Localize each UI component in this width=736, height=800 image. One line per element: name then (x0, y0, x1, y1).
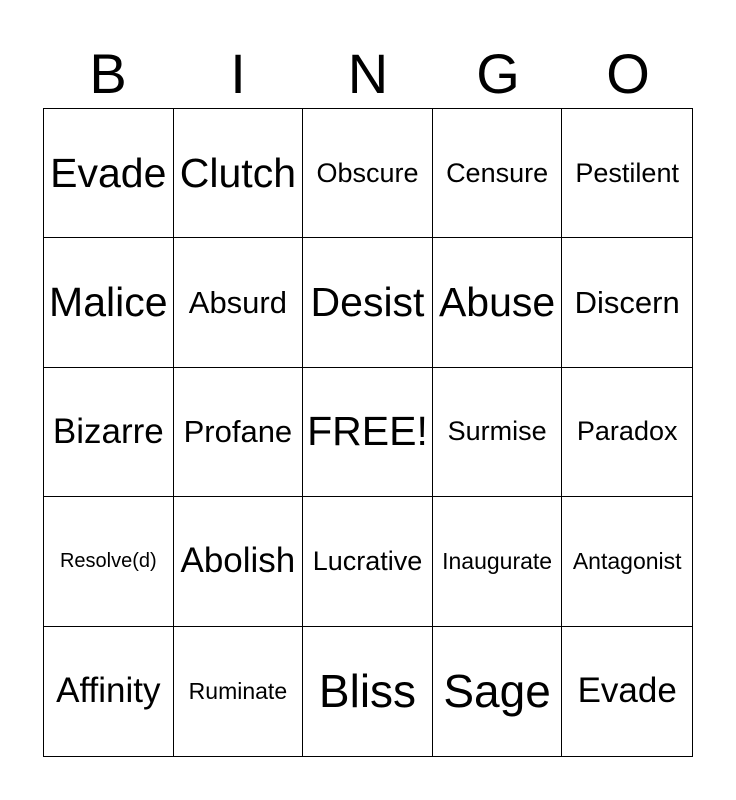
bingo-cell[interactable]: Sage (433, 627, 563, 756)
bingo-cell[interactable]: Bliss (303, 627, 433, 756)
header-letter-n: N (347, 42, 389, 105)
bingo-cell[interactable]: Lucrative (303, 497, 433, 626)
bingo-cell[interactable]: Inaugurate (433, 497, 563, 626)
bingo-cell[interactable]: Surmise (433, 368, 563, 497)
bingo-cell[interactable]: Resolve(d) (44, 497, 174, 626)
bingo-cell[interactable]: Profane (174, 368, 304, 497)
header-letter-i: I (230, 42, 246, 105)
bingo-cell[interactable]: Evade (577, 671, 677, 711)
bingo-cell[interactable]: Pestilent (562, 109, 692, 238)
free-space-cell[interactable]: FREE! (303, 368, 433, 497)
bingo-cell[interactable]: Paradox (562, 368, 692, 497)
bingo-cell[interactable]: Evade (44, 109, 174, 238)
bingo-cell[interactable]: Malice (44, 238, 174, 367)
bingo-cell[interactable]: Desist (303, 238, 433, 367)
bingo-cell[interactable]: Clutch (174, 109, 304, 238)
bingo-cell[interactable]: Censure (433, 109, 563, 238)
bingo-cell[interactable]: Discern (562, 238, 692, 367)
bingo-cell[interactable]: Ruminate (174, 627, 304, 756)
bingo-cell[interactable]: Antagonist (562, 497, 692, 626)
header-letter-b: B (89, 42, 127, 105)
header-letter-g: G (476, 42, 520, 105)
bingo-cell[interactable]: Abuse (433, 238, 563, 367)
bingo-cell[interactable]: Abolish (174, 497, 304, 626)
bingo-cell[interactable]: Bizarre (44, 368, 174, 497)
bingo-cell[interactable]: Obscure (303, 109, 433, 238)
bingo-cell[interactable]: Absurd (174, 238, 304, 367)
bingo-cell[interactable]: Affinity (44, 627, 174, 756)
bingo-card-grid (43, 108, 693, 757)
header-letter-o: O (606, 42, 650, 105)
bingo-header (43, 40, 693, 108)
